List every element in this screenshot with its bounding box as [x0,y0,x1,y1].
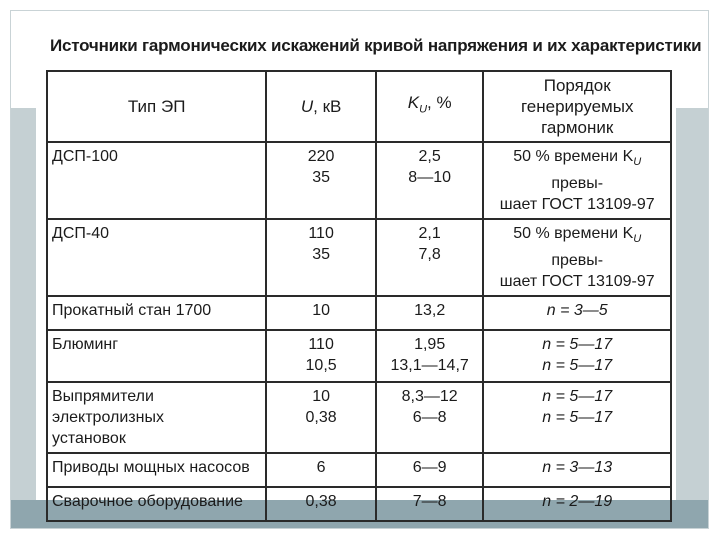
order-n-line: n = 5—17 [542,336,613,354]
table-row [47,219,671,296]
cell-line: 6—8 [412,409,447,427]
order-n-line: n = 5—17 [542,388,613,406]
cell-harmonic-order [483,219,671,296]
cell-line: ДСП-40 [52,225,110,243]
table-header-row [47,71,671,142]
cell-ku [376,219,484,296]
cell-line: 6 [316,459,326,477]
cell-ku [376,487,484,521]
cell-line: 1,95 [414,336,446,354]
cell-line: 2,1 [418,225,441,243]
order-line: 50 % времени $K_U$ превы- [513,225,642,270]
cell-line: 0,38 [305,409,337,427]
order-n-line: n = 3—5 [546,302,608,320]
cell-harmonic-order [483,142,671,219]
cell-harmonic-order [483,296,671,330]
cell-type [47,382,266,453]
cell-line: 13,1—14,7 [390,357,469,375]
table-row [47,487,671,521]
cell-line: 6—9 [412,459,447,477]
cell-line: 110 [308,336,334,354]
order-n-line: n = 5—17 [542,357,613,375]
cell-harmonic-order [483,330,671,382]
header-ku: $K_U$, % [376,71,484,142]
cell-ku [376,296,484,330]
cell-line: 220 [307,148,335,165]
table-row [47,142,671,219]
order-line: 50 % времени $K_U$ превы- [513,148,642,193]
cell-line: ДСП-100 [52,148,118,165]
cell-ku [376,142,484,219]
cell-line: 35 [312,246,330,264]
cell-line: Прокатный стан 1700 [52,302,212,320]
cell-line: Приводы мощных насосов [52,459,250,477]
cell-line: установок [52,430,126,448]
cell-line: 7,8 [418,246,441,264]
harmonics-table [46,70,672,522]
cell-line: 35 [312,169,330,186]
cell-voltage [266,453,376,487]
cell-voltage [266,487,376,521]
cell-line: Блюминг [52,336,119,354]
cell-voltage [266,219,376,296]
order-n-line: n = 2—19 [542,493,613,511]
cell-line: 0,38 [305,493,337,511]
cell-voltage [266,382,376,453]
cell-ku [376,453,484,487]
cell-line: 8—10 [408,169,451,186]
order-n-line: n = 3—13 [542,459,613,477]
cell-line: 10,5 [305,357,337,375]
order-n-line: n = 5—17 [542,409,613,427]
cell-line: 2,5 [418,148,441,165]
cell-ku [376,330,484,382]
header-voltage: U, кВ [266,71,376,142]
header-harmonic-order: Порядок генерируемых гармоник [483,71,671,142]
cell-line: 7—8 [412,493,447,511]
header-type: Тип ЭП [47,71,266,142]
cell-voltage [266,296,376,330]
cell-ku [376,382,484,453]
cell-type [47,453,266,487]
cell-line: 13,2 [414,302,446,320]
cell-type [47,487,266,521]
cell-line: 10 [312,302,330,320]
cell-line: Сварочное оборудование [52,493,243,511]
right-decorative-band [676,108,708,500]
cell-line: 10 [312,388,330,406]
cell-harmonic-order [483,382,671,453]
cell-type [47,219,266,296]
table-row [47,330,671,382]
cell-harmonic-order [483,453,671,487]
table-row [47,296,671,330]
table-row [47,453,671,487]
cell-line: 8,3—12 [401,388,458,406]
order-line: шает ГОСТ 13109-97 [499,273,655,291]
table-title: Источники гармонических искажений кривой напряжения и их характеристики [50,36,702,55]
table-row [47,382,671,453]
scanned-table-image [36,22,702,511]
cell-line: Выпрямители электролизных [52,388,164,427]
left-decorative-band [11,108,36,500]
order-line: шает ГОСТ 13109-97 [499,196,655,214]
cell-type [47,296,266,330]
cell-type [47,330,266,382]
cell-voltage [266,142,376,219]
cell-line: 110 [308,225,334,243]
cell-harmonic-order [483,487,671,521]
cell-type [47,142,266,219]
cell-voltage [266,330,376,382]
